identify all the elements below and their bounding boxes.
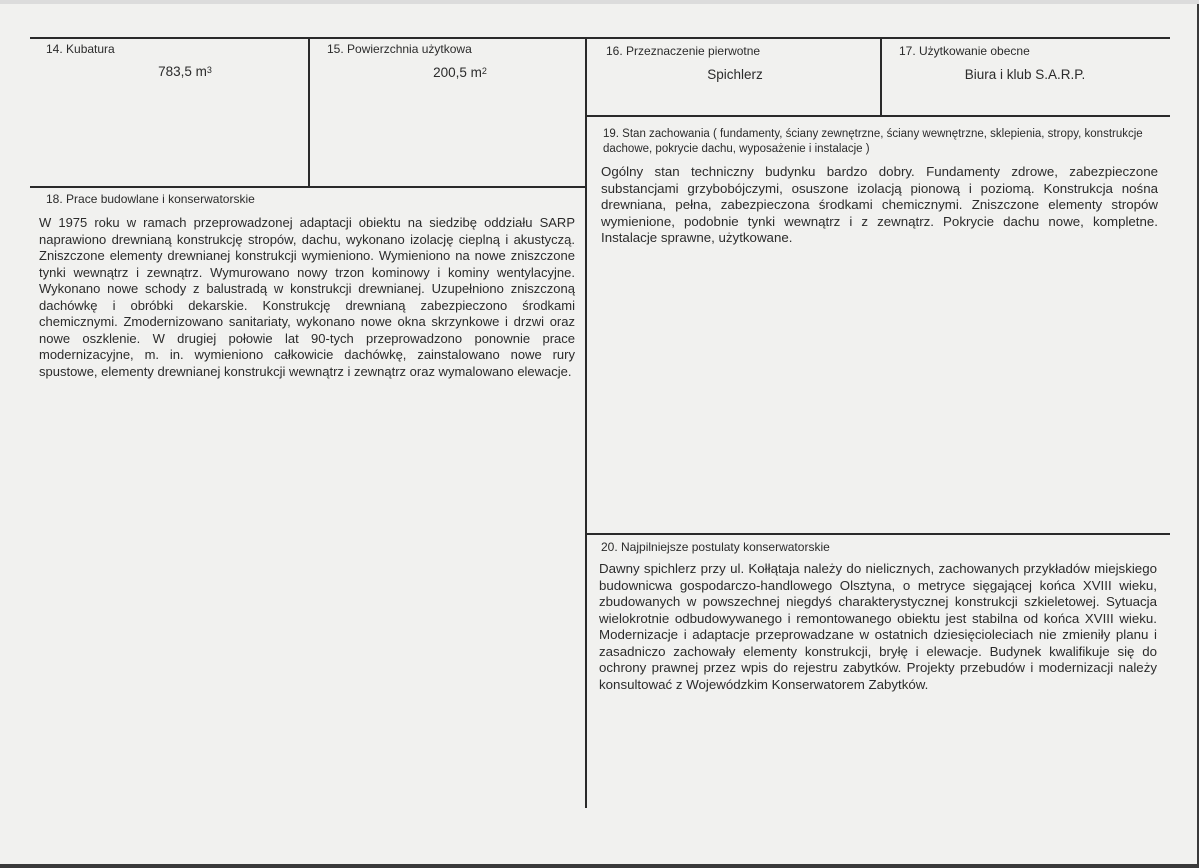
field-14-value <box>130 64 240 80</box>
field-17-label: 17. Użytkowanie obecne <box>899 44 1030 58</box>
field-20-paragraph: Dawny spichlerz przy ul. Kołłątaja należy do nielicznych, zachowanych przykładów miejskiego budownicwa gospodarczo-handlowego Olsztyna, o metryce sięgającej końca XVIII wieku, zbudowanych w powszechnej niegdyś charakterystycznej konstrukcji szkieletowej. Sytuacja wielokrotnie odbudowywanego i remontowanego obiektu jest stabilna od końca XVIII wieku. Modernizacje i adaptacje przeprowadzane w ostatnich dziesięcioleciach nie zmieniły planu i zasadniczo zachowały elementy konstrukcji, bryłę i elewacje. Budynek kwalifikuje się do ochrony prawnej przez wpis do rejestru zabytków. Projekty przebudów i modernizacji należy konsultować z Wojewódzkim Konserwatorem Zabytków. <box>599 561 1157 692</box>
field-18-paragraph: W 1975 roku w ramach przeprowadzonej adaptacji obiektu na siedzibę oddziału SARP naprawiono drewnianą konstrukcję stropów, dachu, wykonano izolację cieplną i akustyczą. Zniszczone elementy drewnianej konstrukcji wymieniono. Wymieniono na nowe zniszczone tynki wewnątrz i zewnątrz. Wymurowano nowy trzon kominowy i kominy wentylacyjne. Wykonano nowe schody z balustradą w konstrukcji drewnianej. Uzupełniono zniszczoną dachówkę i obróbki dekarskie. Konstrukcję drewnianą zabezpieczono środkami chemicznymi. Zmodernizowano sanitariaty, wykonano nowe okna skrzynkowe i drzwi oraz nowe oszklenie. W drugiej połowie lat 90-tych przeprowadzono ponownie prace modernizacyjne, m. in. wymieniono całkowicie dachówkę, zainstalowano nowe rury spustowe, elementy drewnianej konstrukcji wewnątrz i zewnątrz oraz wymalowano elewacje. <box>39 215 575 379</box>
field-19-label: 19. Stan zachowania ( fundamenty, ściany zewnętrzne, ściany wewnętrzne, sklepienia, stropy, konstrukcje dachowe, pokrycie dachu, wyposażenie i instalacje ) <box>603 128 1143 155</box>
rule-above-18 <box>30 186 586 188</box>
center-divider <box>585 37 587 808</box>
field-15-label: 15. Powierzchnia użytkowa <box>327 42 472 56</box>
field-14-exponent: 3 <box>206 65 212 75</box>
field-16-label: 16. Przeznaczenie pierwotne <box>606 44 761 58</box>
field-15-number: 200,5 m <box>433 65 482 80</box>
field-17-value: Biura i klub S.A.R.P. <box>964 67 1086 82</box>
field-19-paragraph: Ogólny stan techniczny budynku bardzo dobry. Fundamenty zdrowe, zabezpieczone substancjami grzybobójczymi, osuszone izolacją pionową i poziomą. Konstrukcja nośna drewniana, pełna, zabezpieczona środkami chemicznymi. Zniszczone elementy stropów wymienione, podobnie tynki wewnątrz i z zewnątrz. Pokrycie dachu nowe, kompletne. Instalacje sprawne, użytkowane. <box>601 164 1158 245</box>
top-rule <box>30 37 1170 39</box>
divider-16-17 <box>880 37 882 117</box>
field-18-label: 18. Prace budowlane i konserwatorskie <box>46 192 255 206</box>
field-20-label: 20. Najpilniejsze postulaty konserwatorskie <box>601 540 830 554</box>
field-14-label: 14. Kubatura <box>46 42 115 56</box>
field-15-exponent: 2 <box>481 66 487 76</box>
divider-14-15 <box>308 37 310 187</box>
field-19-text <box>601 164 1158 247</box>
field-15-value <box>410 65 510 81</box>
top-edge <box>0 0 1199 4</box>
field-20-text <box>599 561 1157 693</box>
field-14-number: 783,5 m <box>158 64 207 79</box>
rule-above-20 <box>587 533 1170 535</box>
rule-below-16-17 <box>587 115 1170 117</box>
field-16-value: Spichlerz <box>707 67 763 82</box>
field-18-text <box>39 215 575 380</box>
